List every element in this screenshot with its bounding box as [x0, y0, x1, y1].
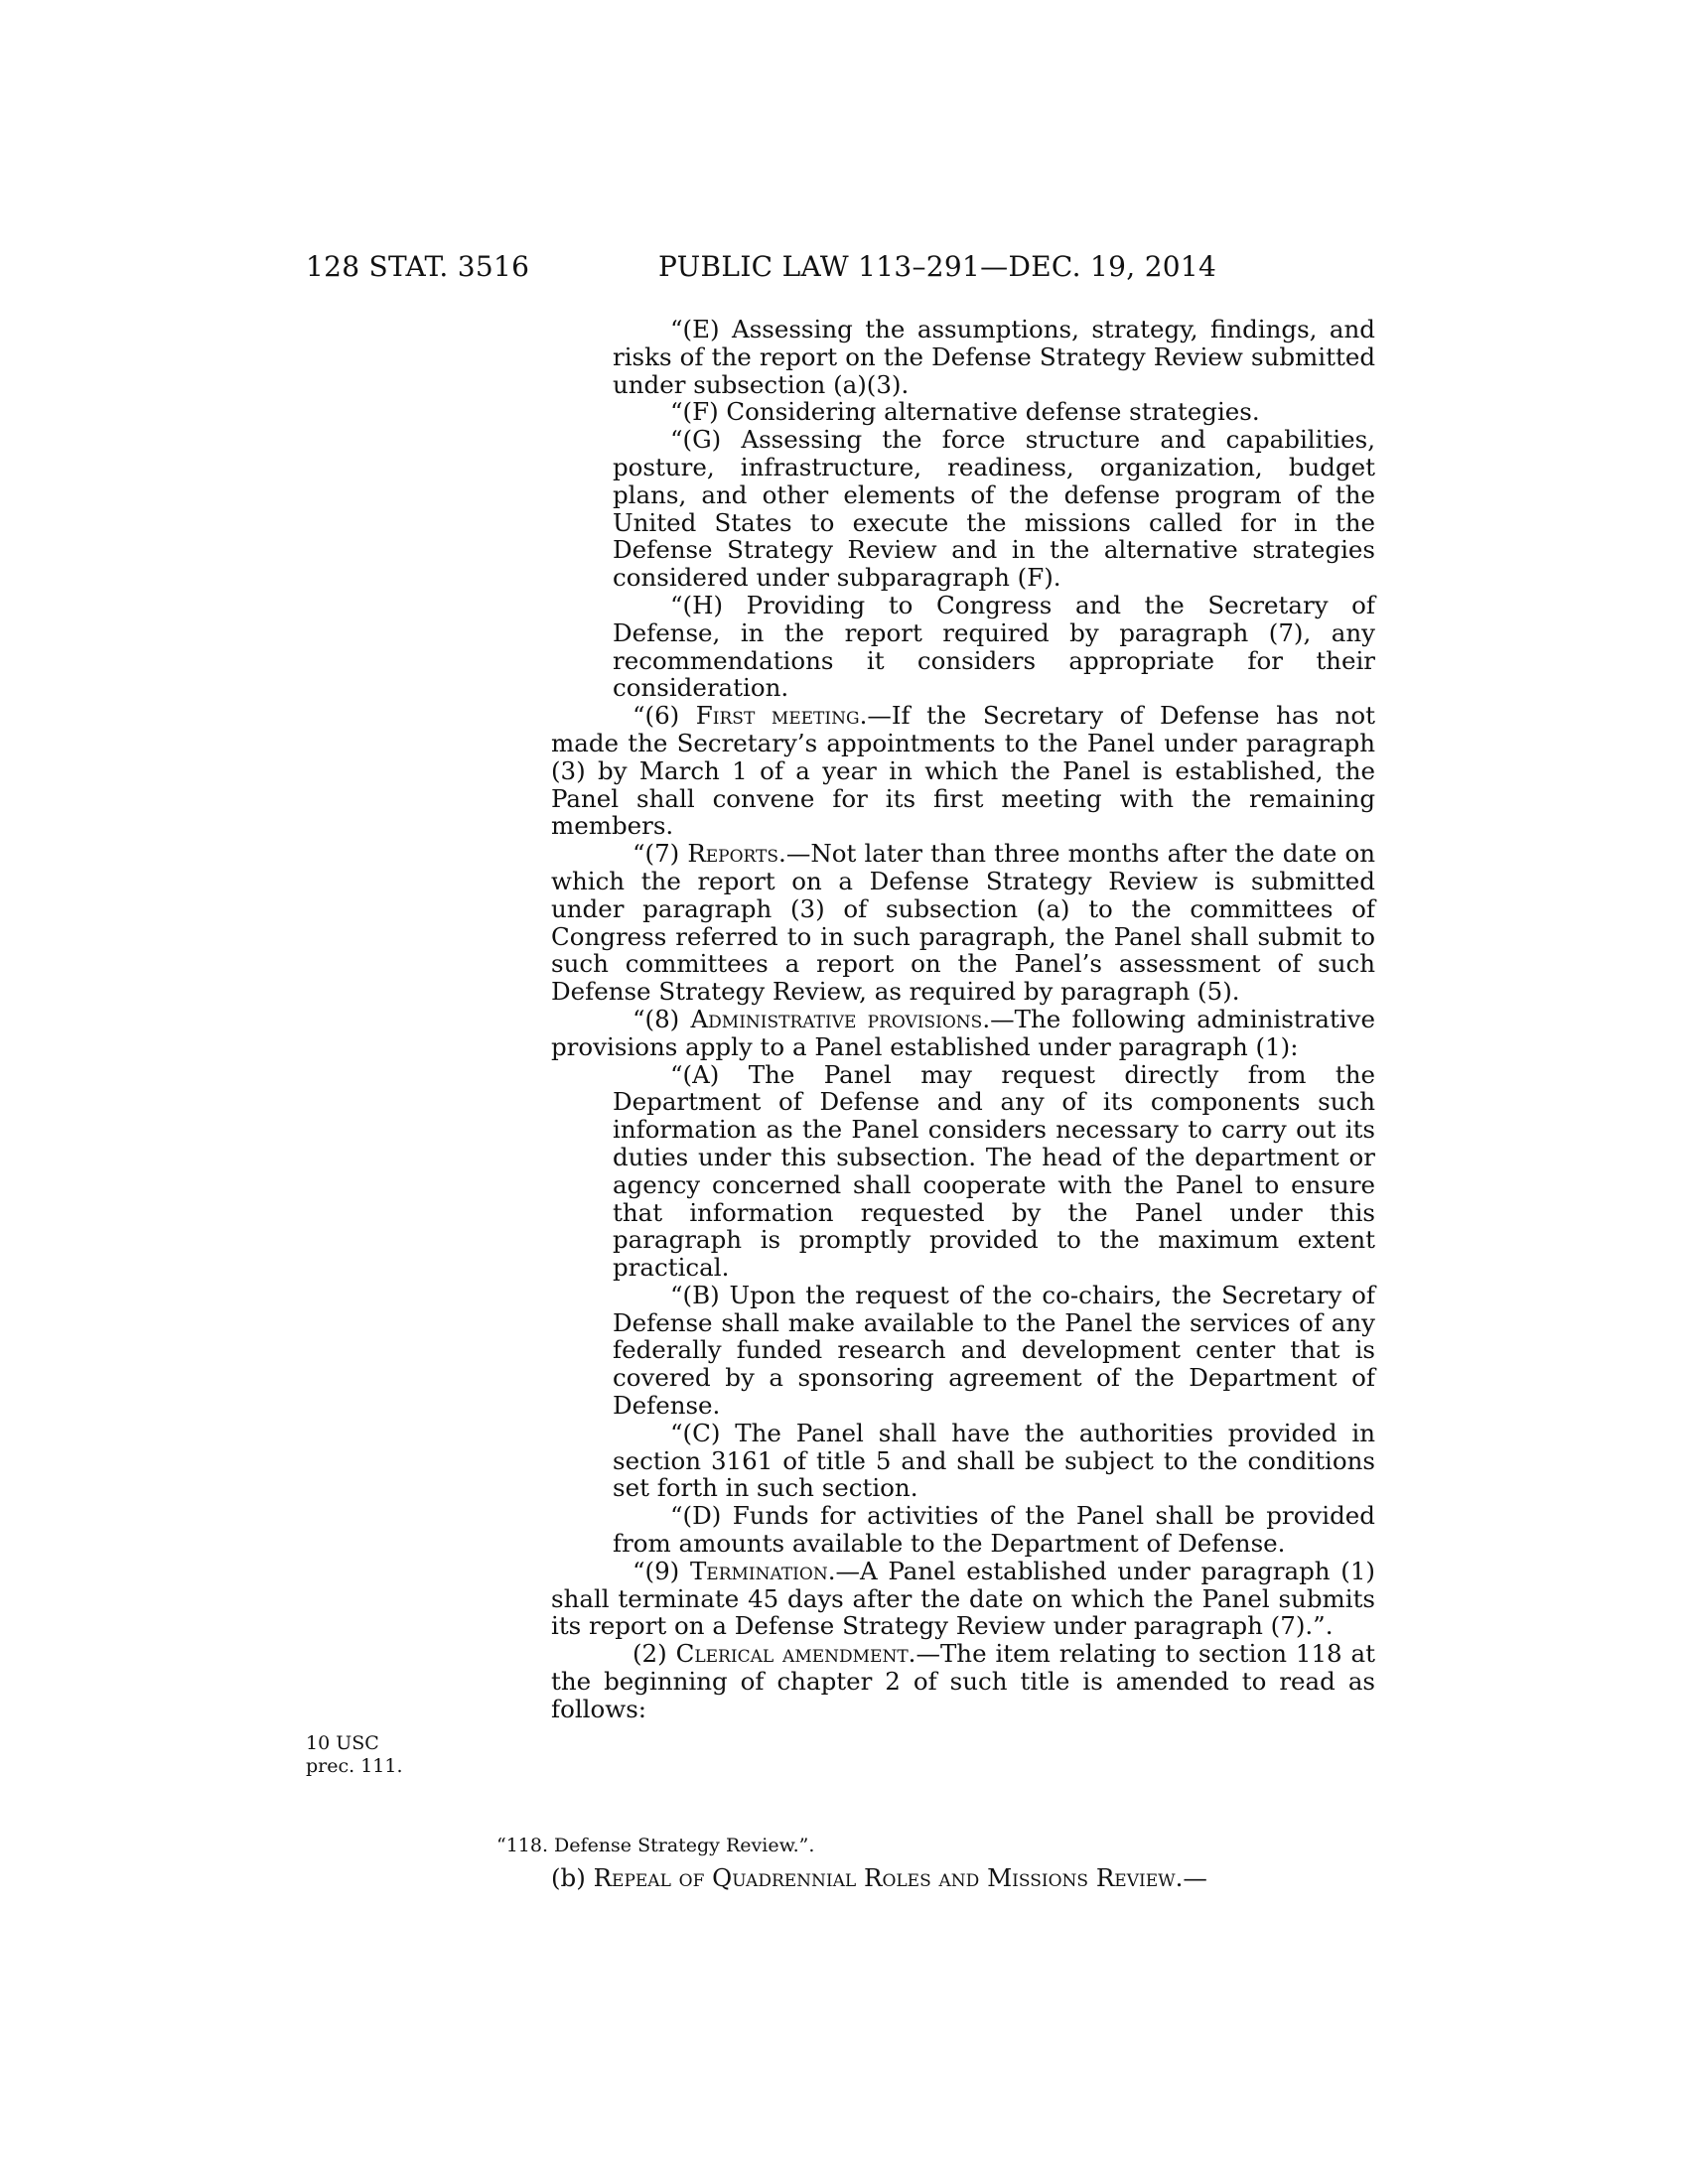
subparagraph-8b: “(B) Upon the request of the co-chairs, the Secretary of Defense shall make available to the Panel the services of any federally funded research and development center that is covered by a sponsoring agreement of the Department of Defense.: [613, 1280, 1375, 1421]
paragraph-6: [551, 702, 1375, 840]
subparagraph-f: “(F) Considering alternative defense strategies.: [670, 397, 1260, 427]
stat-page-number: 128 STAT. 3516: [306, 250, 530, 283]
paragraph-2-heading: Clerical amendment: [675, 1639, 909, 1669]
subsection-b-title: Repeal of Quadrennial Roles and Missions Review: [593, 1863, 1176, 1892]
paragraph-6-heading: First meeting: [695, 701, 860, 731]
paragraph-2-clerical: [551, 1640, 1375, 1722]
paragraph-9-heading: Termination: [689, 1556, 828, 1585]
paragraph-7-text: .—Not later than three months after the date on which the report on a Defense Strategy Review is submitted under paragraph (3) of subsection (a) to the committees of Congress referred to in such paragraph, the Panel shall submit to such committees a report on the Panel’s assessment of such Defense Strategy Review, as required by paragraph (5).: [551, 839, 1375, 1007]
paragraph-2-text: .—The item relating to section 118 at the beginning of chapter 2 of such title is amended to read as follows:: [551, 1639, 1375, 1723]
page-header: [306, 250, 1382, 290]
margin-citation: [306, 1732, 403, 1778]
subsection-b-heading: [551, 1863, 1375, 1892]
subparagraph-g: “(G) Assessing the force structure and capabilities, posture, infrastructure, readiness, organization, budget plans, and other elements of the defense program of the United States to execute the missions called for in the Defense Strategy Review and in the alternative strategies considered under subparagraph (F).: [613, 425, 1375, 593]
subparagraph-e: “(E) Assessing the assumptions, strategy, findings, and risks of the report on the Defense Strategy Review submitted under subsection (a)(3).: [613, 315, 1375, 399]
paragraph-9: [551, 1558, 1375, 1640]
subparagraph-8d: “(D) Funds for activities of the Panel shall be provided from amounts available to the Department of Defense.: [613, 1501, 1375, 1559]
paragraph-6-text: .—If the Secretary of Defense has not made the Secretary’s appointments to the Panel under paragraph (3) by March 1 of a year in which the Panel is established, the Panel shall convene for its first meeting with the remaining members.: [551, 701, 1375, 841]
margin-citation-line-2: prec. 111.: [306, 1755, 403, 1777]
paragraph-7: [551, 840, 1375, 1006]
statute-body: [551, 316, 1375, 1723]
margin-citation-line-1: 10 USC: [306, 1732, 379, 1754]
paragraph-8-heading: Administrative provisions: [690, 1004, 983, 1033]
paragraph-9-text: .—A Panel established under paragraph (1) shall terminate 45 days after the date on which the Panel submits its report on a Defense Strategy Review under paragraph (7).”.: [551, 1556, 1375, 1641]
paragraph-7-heading: Reports: [687, 839, 779, 869]
paragraph-8: [551, 1006, 1375, 1061]
paragraph-8-number: “(8): [633, 1004, 691, 1033]
public-law-title: PUBLIC LAW 113–291—DEC. 19, 2014: [658, 250, 1217, 283]
paragraph-7-number: “(7): [633, 839, 688, 869]
table-of-sections-item: “118. Defense Strategy Review.”.: [496, 1835, 815, 1856]
paragraph-6-number: “(6): [633, 701, 696, 731]
paragraph-2-number: (2): [633, 1639, 676, 1669]
subparagraph-h: “(H) Providing to Congress and the Secretary of Defense, in the report required by paragraph (7), any recommendations it considers appropriate for their consideration.: [613, 590, 1375, 703]
subparagraph-8c: “(C) The Panel shall have the authorities provided in section 3161 of title 5 and shall be subject to the conditions set forth in such section.: [613, 1418, 1375, 1503]
subsection-b-dash: .—: [1175, 1863, 1207, 1892]
paragraph-8-text: .—The following administrative provisions apply to a Panel established under paragraph (1):: [551, 1004, 1375, 1061]
paragraph-9-number: “(9): [633, 1556, 690, 1585]
subparagraph-8a: “(A) The Panel may request directly from the Department of Defense and any of its components such information as the Panel considers necessary to carry out its duties under this subsection. The head of the department or agency concerned shall cooperate with the Panel to ensure that information requested by the Panel under this paragraph is promptly provided to the maximum extent practical.: [613, 1059, 1375, 1283]
subsection-b-number: (b): [551, 1863, 594, 1892]
